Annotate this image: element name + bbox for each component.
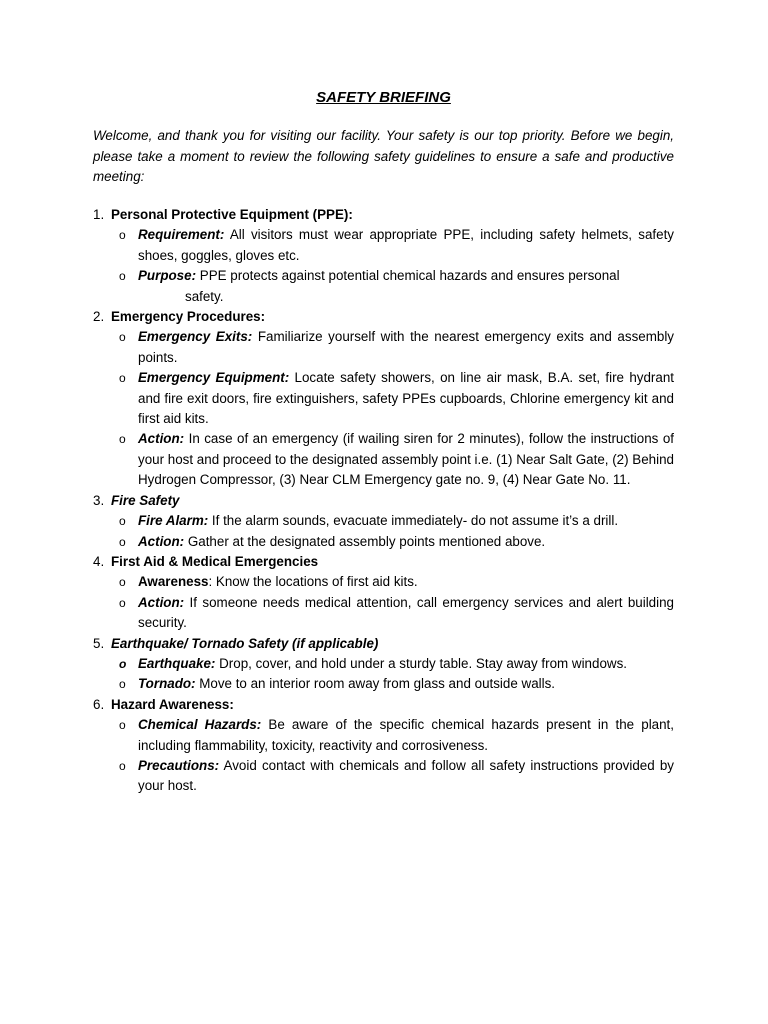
section-earthquake-tornado (93, 634, 674, 695)
item-text: Be aware of the specific chemical hazards present in the plant, including flammability, toxicity, reactivity and corrosiveness. (138, 717, 675, 753)
item-text: Move to an interior room away from glass and outside walls. (195, 676, 556, 692)
bullet-marker: o (119, 758, 126, 773)
bullet-marker: o (119, 432, 126, 447)
list-item (111, 572, 674, 592)
bullet-marker: o (119, 718, 126, 733)
item-term: Precautions: (138, 757, 220, 773)
section-heading: Emergency Procedures: (111, 309, 266, 325)
bullet-list (111, 654, 674, 695)
intro-paragraph: Welcome, and thank you for visiting our facility. Your safety is our top priority. Before we begin, please take a moment to review the following safety guidelines to ensure a safe and productive meeting: (93, 128, 674, 185)
list-item (111, 593, 674, 634)
bullet-marker: o (119, 228, 126, 243)
list-item (111, 674, 674, 694)
item-text: If someone needs medical attention, call emergency services and alert building security. (138, 594, 674, 631)
item-term: Requirement: (138, 227, 225, 243)
section-heading: Personal Protective Equipment (PPE): (111, 207, 353, 222)
item-term: Action: (138, 431, 185, 447)
section-emergency-procedures (93, 307, 674, 491)
item-text: Gather at the designated assembly points mentioned above. (184, 533, 546, 549)
item-text: : Know the locations of first aid kits. (208, 574, 418, 590)
bullet-marker: o (119, 330, 126, 345)
list-item (111, 756, 674, 797)
item-text: In case of an emergency (if wailing siren for 2 minutes), follow the instructions of your host and proceed to the designated assembly point i.e. (1) Near Salt Gate, (2) Behind Hydrogen Compressor, (3) Near CLM Emergency gate no. 9, (4) Near Gate No. 11. (138, 431, 674, 488)
bullet-marker: o (119, 595, 126, 610)
sections-list (93, 205, 674, 797)
section-number: 6. (93, 696, 105, 712)
item-text: Locate safety showers, on line air mask, B.A. set, fire hydrant and fire exit doors, fire extinguishers, safety PPEs cupboards, Chlorine emergency kit and first aid kits. (138, 370, 674, 427)
item-term: Fire Alarm: (138, 513, 209, 529)
bullet-marker: o (119, 534, 126, 549)
item-term: Tornado: (138, 676, 196, 692)
item-term: Earthquake: (138, 655, 216, 671)
bullet-marker: o (119, 575, 126, 590)
bullet-marker: o (119, 514, 126, 529)
item-text-continuation: safety. (185, 288, 224, 304)
bullet-marker: o (119, 656, 127, 671)
list-item (111, 327, 674, 368)
list-item (111, 532, 674, 552)
item-text: Familiarize yourself with the nearest emergency exits and assembly points. (138, 329, 674, 365)
section-heading: Earthquake/ Tornado Safety (if applicable) (111, 635, 379, 651)
item-term: Chemical Hazards: (138, 717, 262, 733)
document-title: SAFETY BRIEFING (316, 89, 451, 106)
bullet-list (111, 572, 674, 633)
list-item (111, 225, 674, 266)
section-fire-safety (93, 491, 674, 552)
list-item (111, 429, 674, 490)
section-heading: Fire Safety (111, 492, 180, 508)
item-text: All visitors must wear appropriate PPE, including safety helmets, safety shoes, goggles, gloves etc. (138, 227, 674, 263)
item-term: Action: (138, 533, 185, 549)
item-term: Awareness (138, 574, 209, 590)
item-term: Purpose: (138, 268, 197, 284)
section-number: 3. (93, 492, 105, 508)
section-heading: Hazard Awareness: (111, 696, 234, 712)
bullet-list (111, 225, 674, 307)
bullet-marker: o (119, 269, 126, 284)
item-text: If the alarm sounds, evacuate immediately- do not assume it’s a drill. (208, 513, 619, 529)
section-number: 1. (93, 207, 105, 222)
section-number: 5. (93, 635, 105, 651)
item-text: PPE protects against potential chemical hazards and ensures personal (196, 268, 620, 284)
bullet-list (111, 327, 674, 490)
bullet-marker: o (119, 677, 126, 692)
bullet-list (111, 715, 674, 797)
list-item (111, 266, 674, 307)
item-text: Drop, cover, and hold under a sturdy table. Stay away from windows. (215, 655, 627, 671)
section-ppe (93, 205, 674, 307)
list-item (111, 715, 674, 756)
section-heading: First Aid & Medical Emergencies (111, 553, 319, 569)
list-item (111, 654, 674, 674)
bullet-marker: o (119, 371, 126, 386)
item-term: Emergency Equipment: (138, 370, 290, 386)
section-first-aid (93, 552, 674, 634)
item-term: Emergency Exits: (138, 329, 253, 345)
section-number: 4. (93, 553, 105, 569)
section-number: 2. (93, 309, 105, 325)
item-term: Action: (138, 594, 185, 610)
list-item (111, 368, 674, 429)
list-item (111, 511, 674, 531)
bullet-list (111, 511, 674, 552)
item-text: Avoid contact with chemicals and follow all safety instructions provided by your host. (138, 757, 674, 794)
section-hazard-awareness (93, 695, 674, 797)
